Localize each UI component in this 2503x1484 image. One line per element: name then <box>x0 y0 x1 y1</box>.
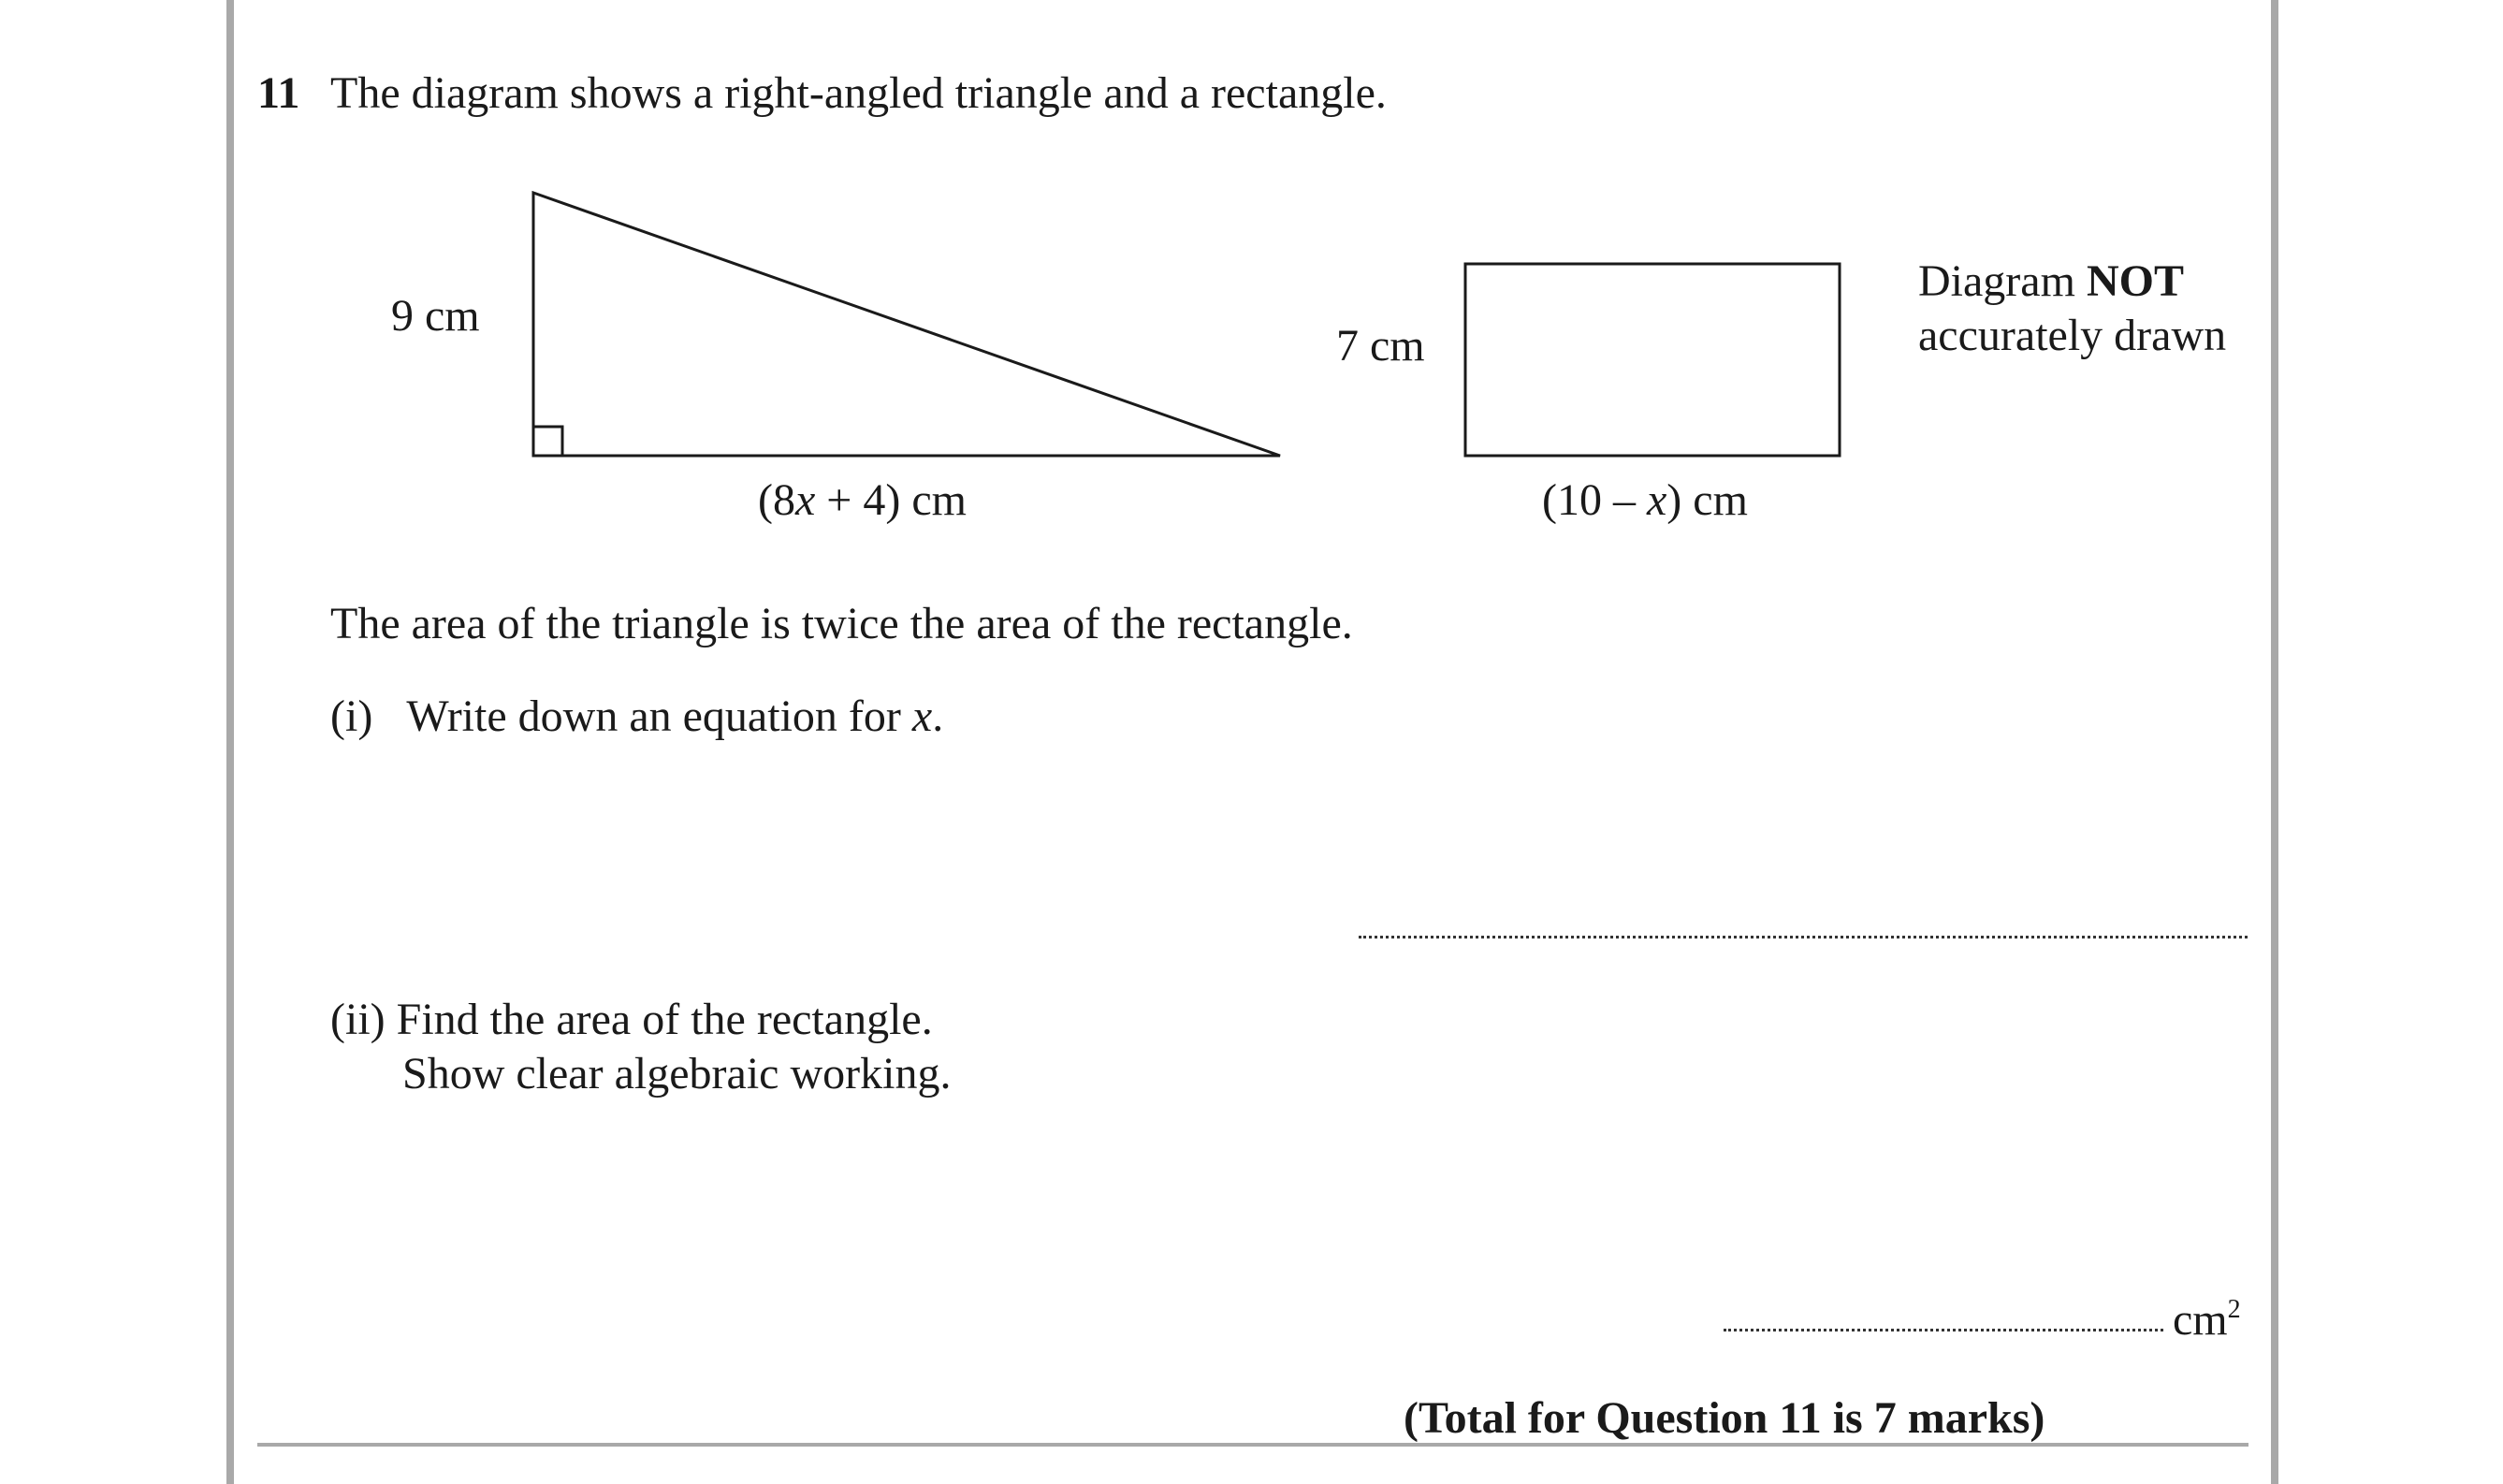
problem-statement: The area of the triangle is twice the area of the rectangle. <box>330 599 1353 648</box>
part-ii-label: (ii) <box>330 995 386 1044</box>
answer-line-part-ii[interactable] <box>1724 1329 2163 1331</box>
rectangle-width-label-post: ) cm <box>1666 475 1748 525</box>
question-number: 11 <box>257 68 300 118</box>
triangle-height-label: 9 cm <box>391 291 480 341</box>
part-i-label: (i) <box>330 691 373 741</box>
triangle-base-label-pre: (8 <box>758 475 795 525</box>
part-i-text: Write down an equation for <box>406 691 912 741</box>
part-i-var: x <box>911 691 933 741</box>
total-marks: (Total for Question 11 is 7 marks) <box>1404 1393 2045 1443</box>
question-text: The diagram shows a right-angled triangle and a rectangle. <box>330 68 1387 118</box>
rectangle-width-label <box>1542 475 1748 525</box>
diagram-note-post: accurately drawn <box>1918 311 2227 360</box>
part-i-prompt <box>330 691 944 741</box>
right-angle-marker <box>533 427 562 456</box>
part-i-end: . <box>932 691 944 741</box>
rectangle-width-label-var: x <box>1646 475 1667 525</box>
part-ii-prompt <box>330 997 933 1042</box>
answer-line-part-i[interactable] <box>1359 936 2248 938</box>
part-ii-line1: Find the area of the rectangle. <box>396 995 933 1044</box>
diagram-note <box>1918 255 2255 363</box>
answer-unit-power: 2 <box>2227 1295 2241 1324</box>
diagram-note-bold: NOT <box>2086 256 2184 306</box>
answer-unit-base: cm <box>2173 1295 2228 1345</box>
triangle-base-label-post: + 4) cm <box>815 475 967 525</box>
triangle-base-label-var: x <box>794 475 816 525</box>
rectangle <box>1465 264 1840 456</box>
rectangle-width-label-pre: (10 – <box>1542 475 1647 525</box>
triangle-base-label <box>758 475 967 525</box>
answer-unit <box>2173 1297 2241 1343</box>
part-ii-line2: Show clear algebraic working. <box>402 1049 952 1098</box>
bottom-rule <box>257 1443 2248 1447</box>
diagram-note-pre: Diagram <box>1918 256 2087 306</box>
rectangle-height-label: 7 cm <box>1336 321 1425 371</box>
right-triangle <box>533 193 1280 456</box>
